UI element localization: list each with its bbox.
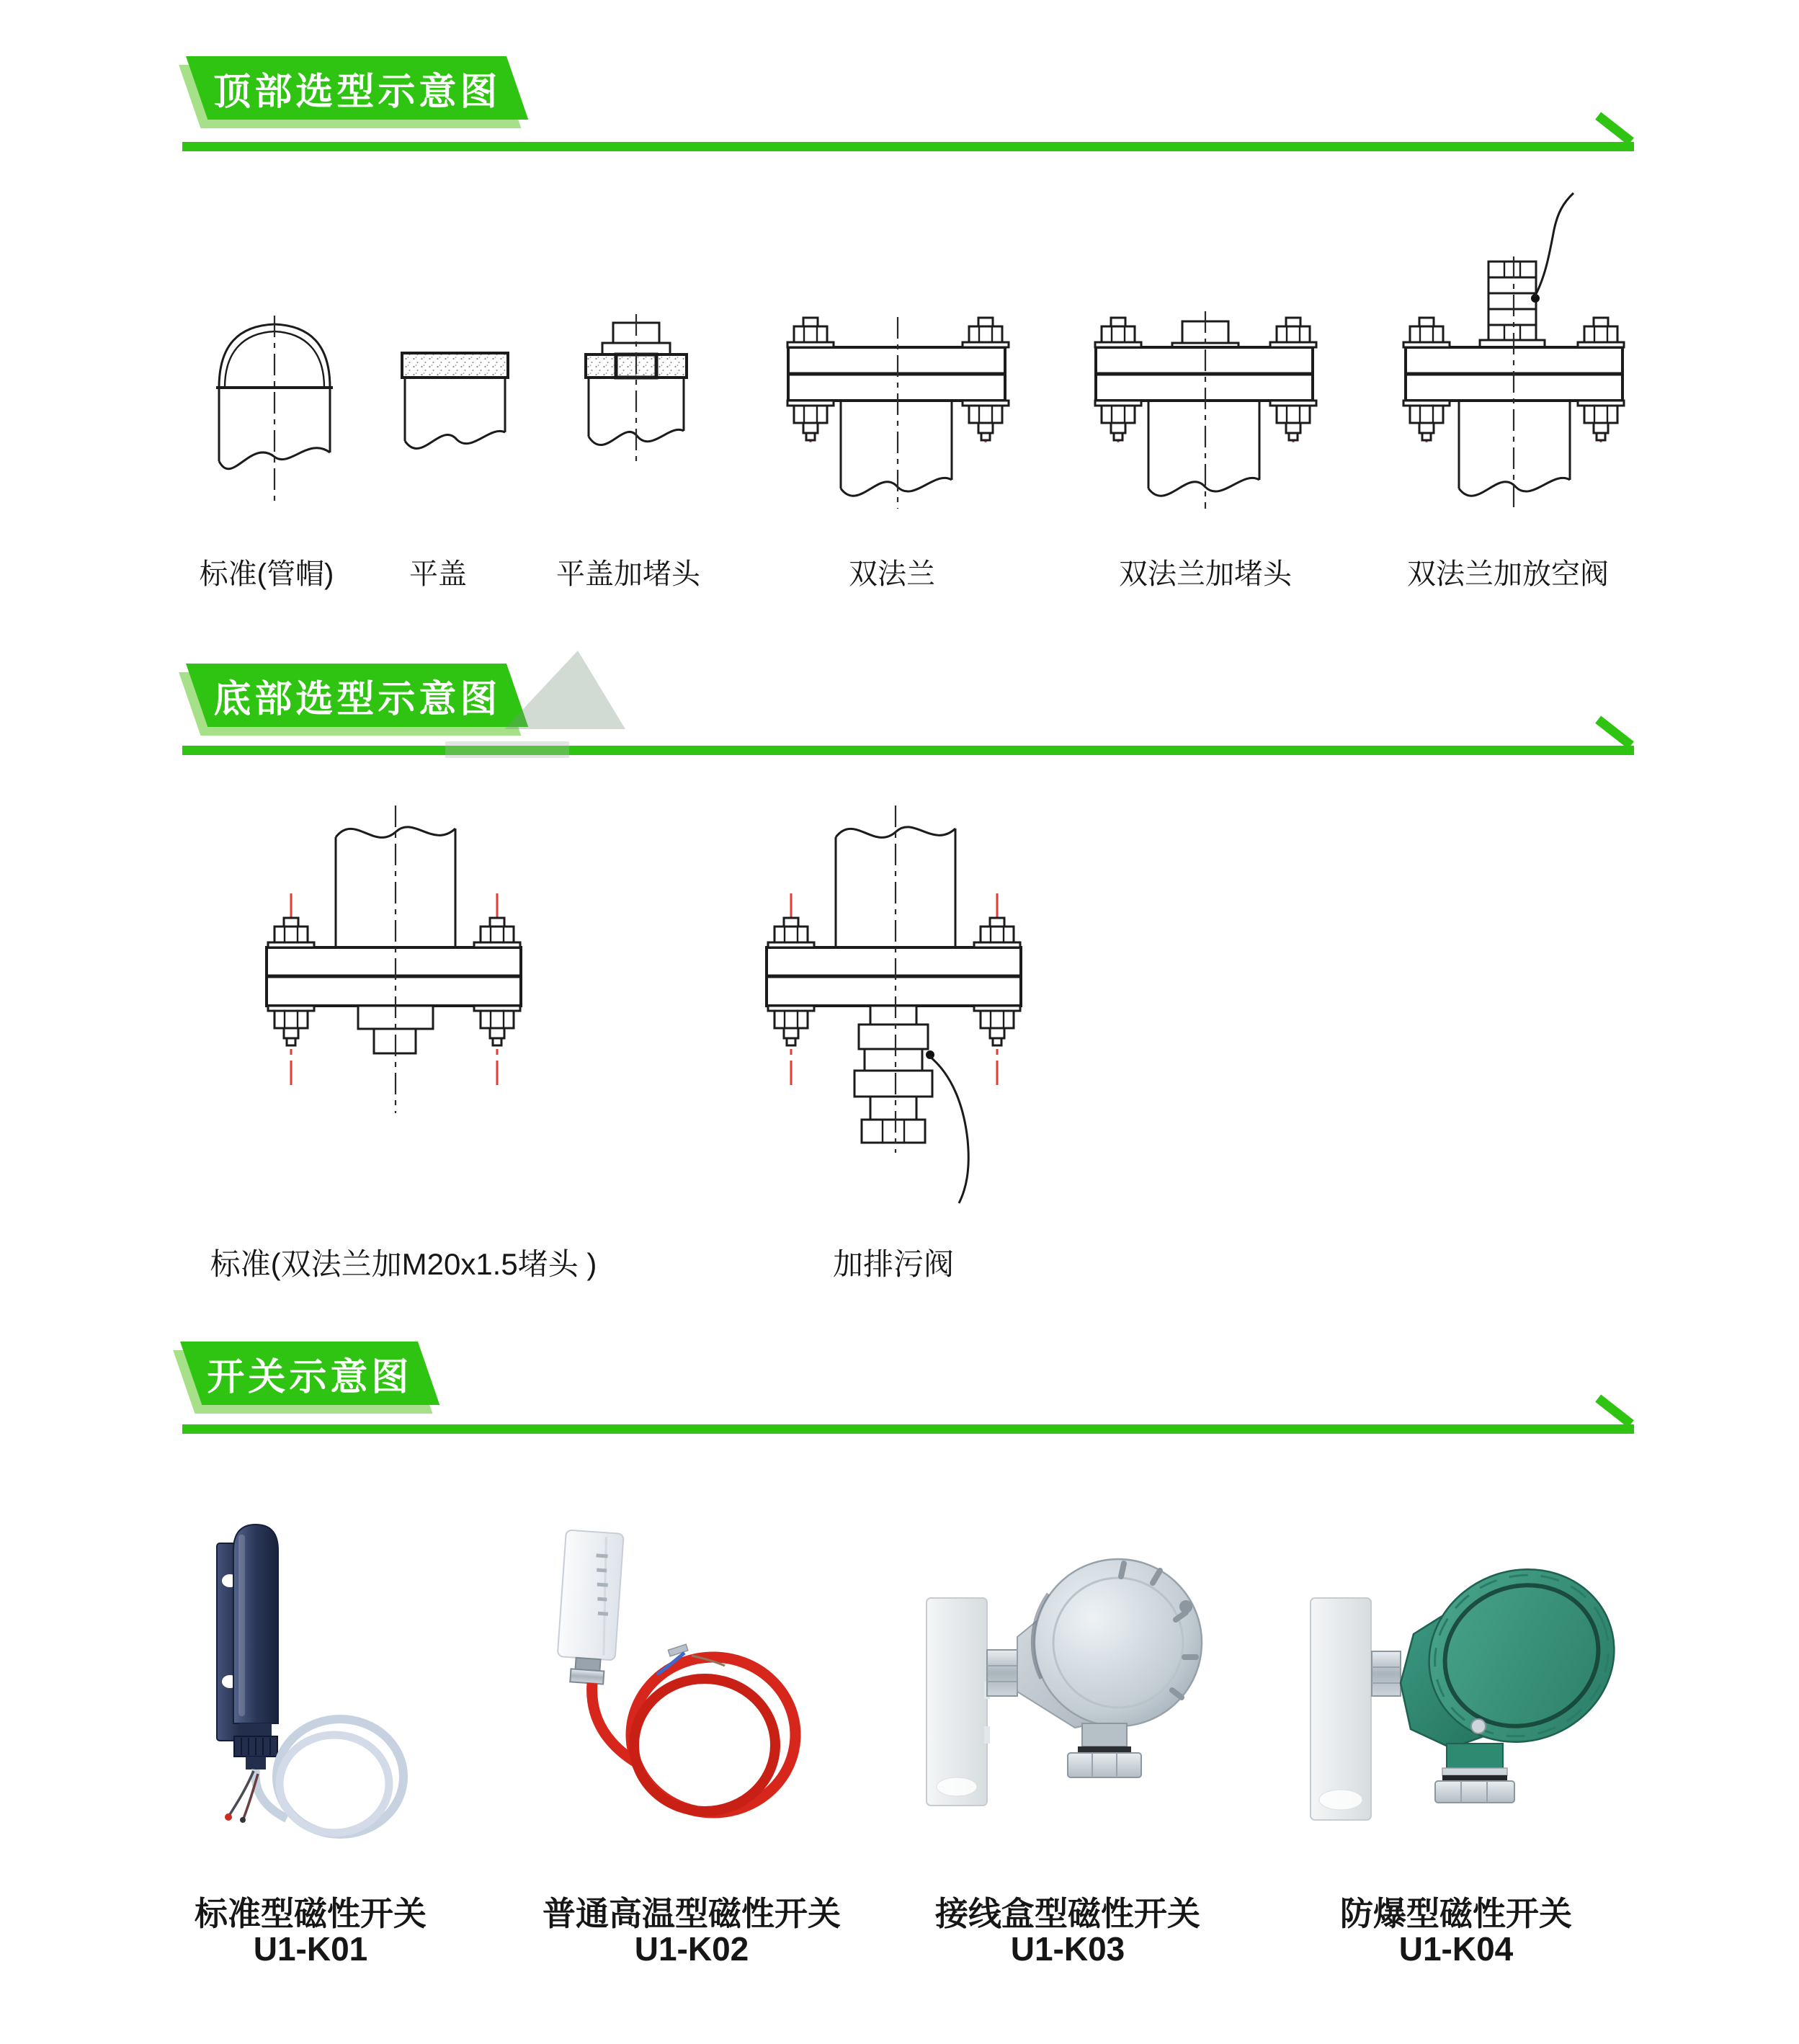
diagram-label: 双法兰加堵头 (1119, 558, 1292, 590)
diagram-flat-cover (402, 353, 508, 448)
diagram-double-flange-plug (1095, 311, 1316, 509)
banner-top-selection-label: 顶部选型示意图 (213, 71, 501, 113)
banner-bottom-selection-label: 底部选型示意图 (213, 678, 501, 720)
banner-switch-label: 开关示意图 (207, 1356, 413, 1398)
product-name: 防爆型磁性开关 (1340, 1895, 1572, 1932)
photo-junction-box-switch (927, 1559, 1202, 1806)
diagram-label: 标准(双法兰加M20x1.5堵头 ) (210, 1247, 597, 1281)
diagram-standard-cap (216, 316, 333, 506)
product-model: U1-K03 (1010, 1930, 1125, 1968)
diagram-label: 加排污阀 (832, 1247, 955, 1281)
product-name: 标准型磁性开关 (195, 1895, 427, 1932)
diagram-double-flange-vent-valve (1403, 193, 1624, 509)
product-model: U1-K01 (253, 1930, 368, 1968)
diagram-label: 平盖加堵头 (556, 558, 700, 590)
photo-high-temp-switch (555, 1530, 795, 1813)
watermark-artifact (445, 651, 625, 758)
product-name: 普通高温型磁性开关 (543, 1895, 841, 1932)
diagram-flat-cover-plug (586, 314, 687, 463)
diagram-double-flange (787, 317, 1009, 509)
product-model: U1-K04 (1398, 1930, 1514, 1968)
diagram-label: 双法兰 (849, 558, 935, 590)
diagram-bottom-drain-valve (767, 805, 1021, 1203)
product-name: 接线盒型磁性开关 (935, 1895, 1200, 1932)
diagram-bottom-standard (267, 805, 521, 1113)
diagram-label: 标准(管帽) (199, 558, 334, 590)
diagram-label: 双法兰加放空阀 (1407, 558, 1609, 590)
product-model: U1-K02 (634, 1930, 749, 1968)
photo-explosion-proof-switch (1311, 1542, 1640, 1820)
diagram-label: 平盖 (409, 558, 467, 590)
photo-standard-switch (217, 1525, 403, 1834)
